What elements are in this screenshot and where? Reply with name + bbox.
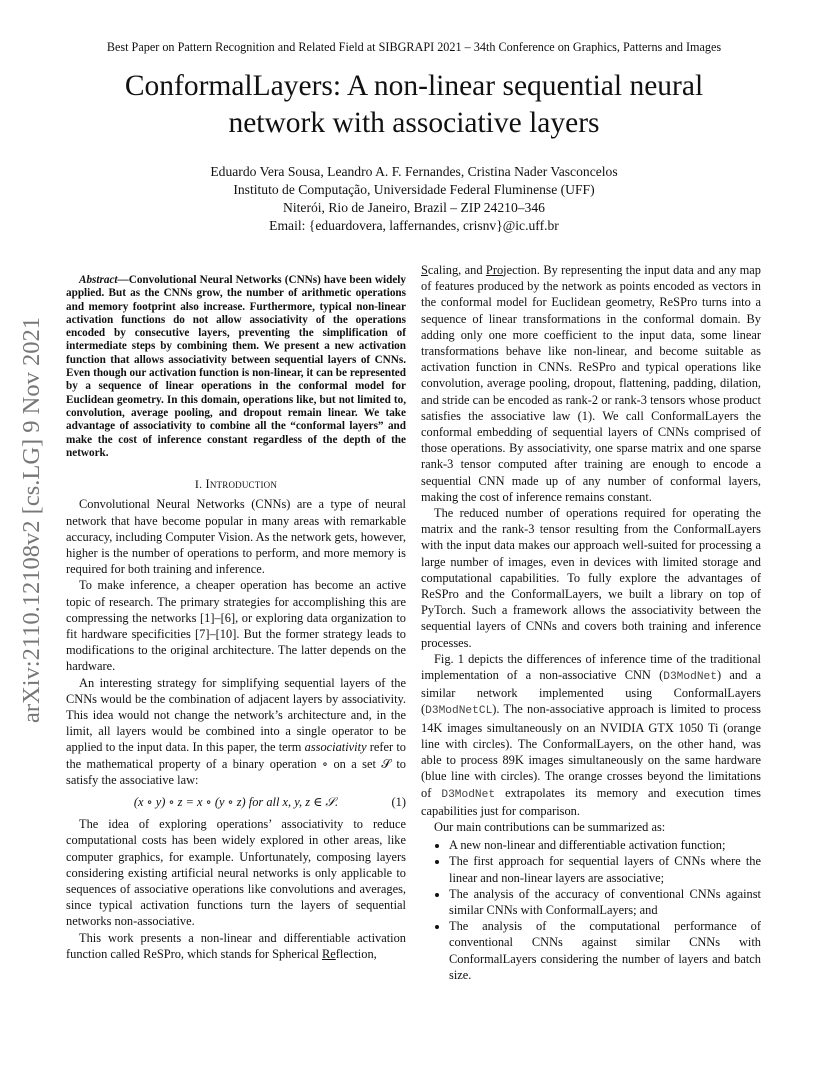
right-column	[421, 262, 761, 983]
equation-1	[66, 794, 406, 810]
section-name: Introduction	[205, 477, 278, 492]
section-heading-introduction	[66, 476, 406, 492]
r1-text-a: caling, and	[427, 263, 486, 277]
r3-text-b: ) and a similar network implemented using ConformalLayers (	[421, 668, 762, 717]
intro-paragraph-5	[66, 930, 406, 962]
equation-1-number: (1)	[391, 795, 406, 810]
left-column	[66, 262, 406, 962]
arxiv-label: arXiv:2110.12108v2 [cs.LG] 9 Nov 2021	[18, 316, 45, 724]
conference-note: Best Paper on Pattern Recognition and Related Field at SIBGRAPI 2021 – 34th Conference on Graphics, Patterns and Images	[106, 40, 722, 54]
code-d3modnet-2: D3ModNet	[441, 788, 496, 801]
intro-paragraph-2: To make inference, a cheaper operation has become an active topic of research. The primary strategies for accomplishing this are compressing the networks [1]–[6], or exploring data organization to fit hardware specificities [7]–[10]. But the former strategy leads to modifications to the original architecture. The latter depends on the hardware.	[66, 578, 406, 674]
contribution-item: • A new non-linear and differentiable activation function;	[449, 837, 761, 853]
title-line-2: network with associative layers	[228, 107, 600, 139]
paper-title	[0, 68, 828, 142]
right-paragraph-2: The reduced number of operations required for operating the matrix and the rank-3 tensor resulting from the ConformalLayers with the input data makes our approach well-suited for processing a large number of images, even in devices with limited storage and computational capabilities. To fully explore the advantages of ReSPro and the ConformalLayers, we built a library on top of PyTorch. Such a framework allows the associativity between the sequential layers of CNNs and covers both training and inference processes.	[421, 506, 761, 650]
code-d3modnet: D3ModNet	[663, 671, 717, 684]
arxiv-identifier-stamp	[10, 270, 54, 770]
abstract-lead: Abstract	[79, 274, 118, 286]
abstract-text: —Convolutional Neural Networks (CNNs) have been widely applied. But as the CNNs grow, the number of arithmetic operations and memory footprint also increase. Furthermore, typical non-linear activation functions do not allow associativity of the operations encoded by consecutive layers, preventing the simplification of intermediate steps by combining them. We present a new activation function that allows associativity between sequential layers of CNNs. Even though our activation function is non-linear, it can be represented by a sequence of linear operations in the conformal model for Euclidean geometry. In this domain, operations like, but not limited to, convolution, average pooling, and dropout remain linear. We take advantage of associativity to combine all the “conformal layers” and make the cost of inference constant regardless of the depth of the network.	[66, 274, 406, 459]
p5-text-a: This work presents a non-linear and differentiable activation function called ReSPro, which stands for Spherical	[66, 930, 406, 961]
equation-1-body: (x ∘ y) ∘ z = x ∘ (y ∘ z) for all x, y, z ∈ 𝒮.	[133, 795, 339, 810]
r1-underline-1: S	[421, 263, 428, 277]
right-paragraph-4: Our main contributions can be summarized as:	[434, 819, 666, 834]
intro-paragraph-3	[66, 675, 406, 788]
author-block	[0, 163, 828, 235]
p5-underline: Re	[322, 946, 336, 961]
p3-text-a: An interesting strategy for simplifying sequential layers of the CNNs would be the combination of adjacent layers by associativity. This idea would not change the network’s architecture and, in the limit, all layers would be combined into a single operator to be applied to the input data. In this paper, the term	[66, 675, 406, 755]
intro-paragraph-1: Convolutional Neural Networks (CNNs) are a type of neural network that have become popular in many areas with remarkable accuracy, including Computer Vision. As the network gets, however, higher is the number of operations to perform, and more memory is required for both training and inference.	[66, 497, 406, 577]
contributions-list	[421, 837, 761, 983]
address: Niterói, Rio de Janeiro, Brazil – ZIP 24210–346	[283, 200, 545, 215]
contribution-item: • The analysis of the computational performance of conventional CNNs against similar CNNs with ConformalLayers considering the number of layers and batch size.	[449, 918, 761, 983]
abstract	[66, 274, 406, 460]
p5-text-b: flection,	[335, 946, 377, 961]
right-paragraph-1	[421, 262, 761, 505]
code-d3modnetcl: D3ModNetCL	[425, 705, 493, 718]
p3-text-b: refer to the mathematical property of a binary operation ∘ on a set 𝒮 to satisfy the associative law:	[66, 740, 406, 787]
r3-text-c: ). The non-associative approach is limited to process 14K images simultaneously on an NVIDIA GTX 1050 Ti (orange line with circles). The ConformalLayers, on the other hand, was able to process 89K images simultaneously on the same hardware (blue line with circles). The orange crosses beyond the limitations of	[421, 702, 761, 800]
r1-text-b: jection. By representing the input data and any map of features produced by the network as points encoded as vectors in the conformal model for Euclidean geometry, ReSPro turns into a sequence of linear transformations in the conformal domain. By adding only one more coefficient to the input data, some linear transformations behave like non-linear, and become suitable as activation function in CNNs. ReSPro and typical operations like convolution, average pooling, dropout, flattening, padding, dilation, and stride can be encoded as rank-2 or rank-3 tensors whose product satisfies the associative law (1). We call ConformalLayers the conformal embedding of sequential layers of CNNs comprised of those operations. By associativity, one sparse matrix and one sparse rank-3 tensor computed after training are enough to encode a sequential CNN made up of any number of conformal layers, making the cost of inference remains constant.	[421, 263, 761, 504]
p3-emphasis: associativity	[304, 740, 367, 755]
contribution-item: • The analysis of the accuracy of conventional CNNs against similar CNNs with ConformalLayers; and	[449, 886, 761, 918]
section-number: I.	[194, 477, 206, 492]
title-line-1: ConformalLayers: A non-linear sequential neural	[124, 70, 704, 102]
right-paragraph-3	[421, 651, 761, 819]
r3-text-d: extrapolates its memory and execution times capabilities just for comparison.	[421, 785, 761, 818]
affiliation: Instituto de Computação, Universidade Federal Fluminense (UFF)	[233, 182, 595, 197]
author-names: Eduardo Vera Sousa, Leandro A. F. Fernandes, Cristina Nader Vasconcelos	[210, 164, 618, 179]
intro-paragraph-4: The idea of exploring operations’ associativity to reduce computational costs has been widely explored in other areas, like computer graphics, for example. Unfortunately, composing layers considering existing artificial neural networks is only applicable to sequences of associative operations like convolutions and averages, since typical activation functions turn the layers of sequential networks non-associative.	[66, 817, 406, 929]
contribution-item: • The first approach for sequential layers of CNNs where the linear and non-linear layers are associative;	[449, 853, 761, 885]
email: Email: {eduardovera, laffernandes, crisnv}@ic.uff.br	[269, 218, 559, 233]
r1-underline-2: Pro	[485, 263, 504, 277]
r3-text-a: Fig. 1 depicts the differences of inference time of the traditional implementation of a non-associative CNN (	[421, 651, 761, 683]
